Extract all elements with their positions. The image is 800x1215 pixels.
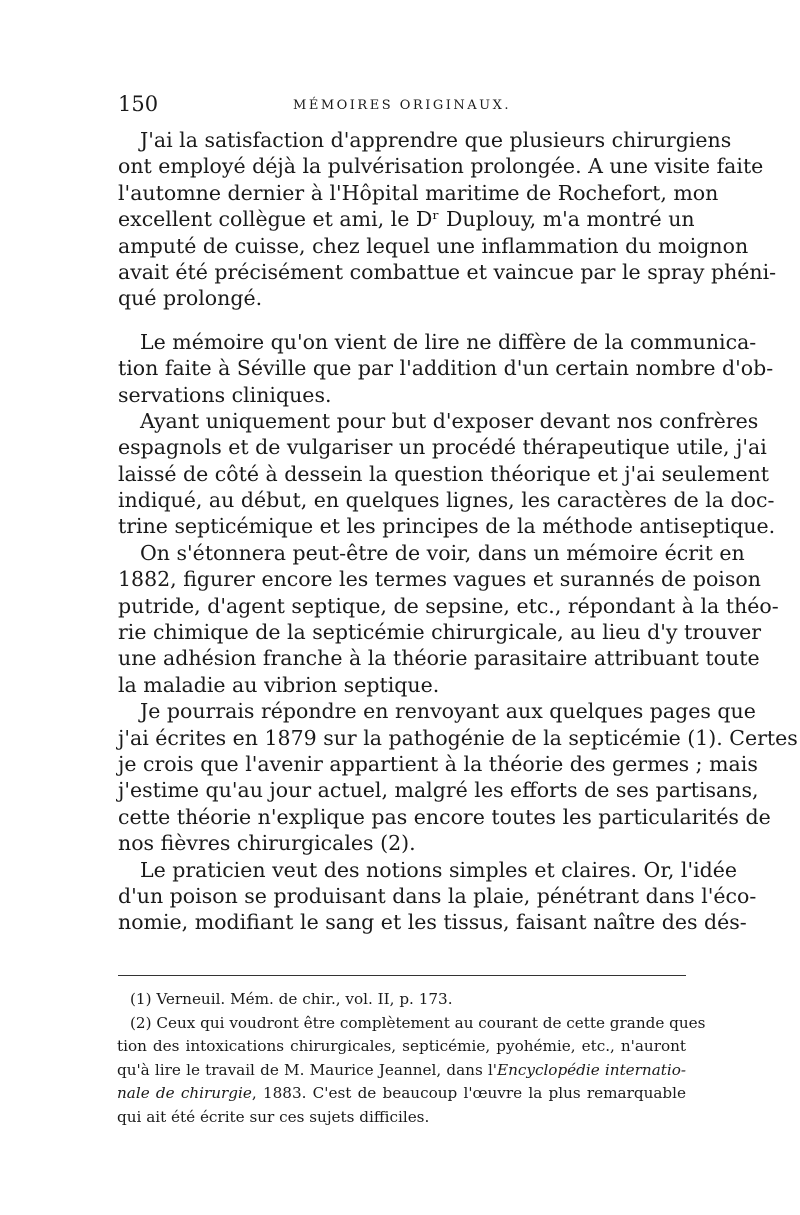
text-line: Le praticien veut des notions simples et claires. Or, l'idée bbox=[140, 857, 738, 882]
footnotes bbox=[117, 988, 706, 1129]
text-line: indiqué, au début, en quelques lignes, les caractères de la doc- bbox=[118, 488, 775, 513]
text-line: On s'étonnera peut-être de voir, dans un mémoire écrit en bbox=[140, 540, 745, 565]
body-text bbox=[118, 127, 798, 936]
footnote-2-line: tion des intoxications chirurgicales, septicémie, pyohémie, etc., n'auront bbox=[117, 1037, 686, 1055]
paragraph-6 bbox=[118, 857, 757, 936]
text-line: excellent collègue et ami, le Dʳ Duplouy, m'a montré un bbox=[118, 207, 695, 232]
text-line: putride, d'agent septique, de sepsine, etc., répondant à la théo- bbox=[118, 593, 779, 618]
text-line: j'ai écrites en 1879 sur la pathogénie de la septicémie (1). Certes bbox=[118, 725, 798, 750]
paragraph-4 bbox=[118, 540, 779, 698]
text-line: tion faite à Séville que par l'addition d'un certain nombre d'ob- bbox=[118, 356, 774, 381]
text-line: amputé de cuisse, chez lequel une inflammation du moignon bbox=[118, 233, 749, 258]
text-line: laissé de côté à dessein la question théorique et j'ai seulement bbox=[118, 461, 770, 486]
text-line: cette théorie n'explique pas encore toutes les particularités de bbox=[118, 804, 771, 829]
text-line: je crois que l'avenir appartient à la théorie des germes ; mais bbox=[118, 751, 758, 776]
text-line: Ayant uniquement pour but d'exposer devant nos confrères bbox=[140, 408, 759, 433]
footnote-italic-title: Encyclopédie internatio- bbox=[496, 1060, 686, 1079]
footnote-marker: (2) bbox=[130, 1013, 152, 1032]
paragraph-3 bbox=[118, 408, 776, 540]
text-line: d'un poison se produisant dans la plaie, pénétrant dans l'éco- bbox=[118, 883, 757, 908]
text-line: 1882, figurer encore les termes vagues et surannés de poison bbox=[118, 567, 761, 592]
footnote-divider bbox=[118, 975, 686, 976]
paragraph-1 bbox=[118, 127, 777, 312]
paragraph-5 bbox=[118, 698, 798, 856]
text-line: rie chimique de la septicémie chirurgicale, au lieu d'y trouver bbox=[118, 620, 762, 645]
text-line: la maladie au vibrion septique. bbox=[118, 672, 440, 697]
text-line: j'estime qu'au jour actuel, malgré les efforts de ses partisans, bbox=[118, 778, 759, 803]
text-line: Je pourrais répondre en renvoyant aux quelques pages que bbox=[140, 699, 756, 724]
text-line: servations cliniques. bbox=[118, 382, 332, 407]
text-line: qué prolongé. bbox=[118, 286, 263, 311]
text-line: l'automne dernier à l'Hôpital maritime de Rochefort, mon bbox=[118, 180, 719, 205]
footnote-2-line bbox=[117, 1082, 686, 1106]
footnote-2-line: qui ait été écrite sur ces sujets difficiles. bbox=[117, 1107, 430, 1126]
text-line: nos fièvres chirurgicales (2). bbox=[118, 831, 416, 856]
running-title: MÉMOIRES ORIGINAUX. bbox=[293, 98, 511, 113]
footnote-2-line bbox=[130, 1012, 706, 1036]
paragraph-2 bbox=[118, 329, 774, 408]
text-line: nomie, modifiant le sang et les tissus, faisant naître des dés- bbox=[118, 910, 747, 935]
footnote-2-line bbox=[117, 1059, 686, 1083]
footnote-1 bbox=[130, 988, 686, 1012]
footnote-marker: (1) bbox=[130, 990, 152, 1008]
footnote-text: Verneuil. Mém. de chir., vol. II, p. 173. bbox=[156, 990, 453, 1008]
footnote-text: qu'à lire le travail de M. Maurice Jeannel, dans l' bbox=[117, 1060, 497, 1079]
text-line: ont employé déjà la pulvérisation prolongée. A une visite faite bbox=[118, 154, 764, 179]
text-line: J'ai la satisfaction d'apprendre que plusieurs chirurgiens bbox=[140, 128, 732, 152]
text-line: trine septicémique et les principes de la méthode antiseptique. bbox=[118, 514, 776, 539]
text-line: espagnols et de vulgariser un procédé thérapeutique utile, j'ai bbox=[118, 435, 767, 460]
footnote-italic-title: nale de chirurgie bbox=[117, 1084, 252, 1102]
text-line: Le mémoire qu'on vient de lire ne diffère de la communica- bbox=[140, 329, 757, 354]
page-header bbox=[118, 92, 686, 122]
page-number: 150 bbox=[118, 92, 159, 116]
text-line: une adhésion franche à la théorie parasitaire attribuant toute bbox=[118, 646, 760, 671]
text-line: avait été précisément combattue et vaincue par le spray phéni- bbox=[118, 259, 777, 284]
footnote-text: , 1883. C'est de beaucoup l'œuvre la plus remarquable bbox=[251, 1084, 686, 1102]
footnote-text: Ceux qui voudront être complètement au courant de cette grande ques bbox=[156, 1013, 706, 1032]
